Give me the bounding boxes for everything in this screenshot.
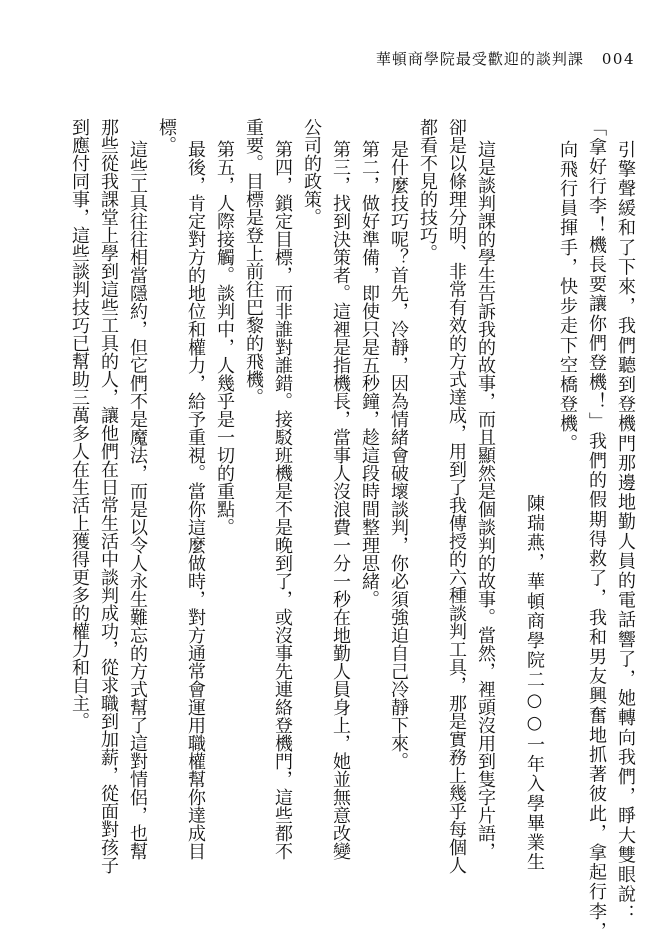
- story-line: 向飛行員揮手，快步走下空橋登機。: [557, 140, 578, 454]
- book-title: 華頓商學院最受歡迎的談判課: [375, 50, 584, 68]
- step-6-line: 最後，肯定對方的地位和權力，給予重視。當你這麼做時，對方通常會運用職權幫你達成目: [185, 140, 206, 860]
- commentary-line: 都看不見的技巧。: [417, 118, 438, 262]
- closing-line: 到應付同事，這些談判技巧已幫助三萬多人在生活上獲得更多的權力和自主。: [69, 118, 90, 730]
- step-5-line: 第五，人際接觸。談判中，人幾乎是一切的重點。: [214, 140, 235, 536]
- step-3-line: 公司的政策。: [301, 118, 322, 226]
- closing-line: 這些工具往往相當隱約，但它們不是魔法，而是以令人永生難忘的方式幫了這對情侶，也幫: [127, 140, 148, 860]
- story-line: 「拿好行李！機長要讓你們登機！」我們的假期得救了，我和男友興奮地抓著彼此，拿起行李，: [586, 118, 607, 941]
- step-2-line: 第二，做好準備，即使只是五秒鐘，趁這段時間整理思緒。: [359, 140, 380, 608]
- page-number: 004: [601, 50, 635, 68]
- running-head: [28, 48, 635, 69]
- commentary-line: 這是談判課的學生告訴我的故事，而且顯然是個談判的故事。當然，裡頭沒用到隻字片語，: [475, 140, 496, 860]
- closing-line: 那些從我課堂上學到這些工具的人，讓他們在日常生活中談判成功，從求職到加薪，從面對孩子: [98, 118, 119, 874]
- question-line: 是什麼技巧呢？首先，冷靜，因為情緒會破壞談判，你必須強迫自己冷靜下來。: [388, 140, 409, 770]
- step-6-line: 標。: [156, 118, 177, 154]
- step-4-line: 重要。目標是登上前往巴黎的飛機。: [243, 118, 264, 406]
- commentary-line: 卻是以條理分明、非常有效的方式達成，用到了我傳授的六種談判工具，那是實務上幾乎每個人: [446, 118, 467, 874]
- step-4-line: 第四，鎖定目標，而非誰對誰錯。接駁班機是不是晚到了，或沒事先連絡登機門，這些都不: [272, 140, 293, 860]
- step-3-line: 第三，找到決策者。這裡是指機長，當事人沒浪費一分一秒在地勤人員身上，她並無意改變: [330, 140, 351, 860]
- vertical-text-body: [40, 118, 640, 941]
- signature: 陳瑞燕，華頓商學院二○○一年入學畢業生: [524, 494, 545, 873]
- story-line: 引擎聲緩和了下來，我們聽到登機門那邊地勤人員的電話響了，她轉向我們，睜大雙眼說：: [615, 140, 636, 924]
